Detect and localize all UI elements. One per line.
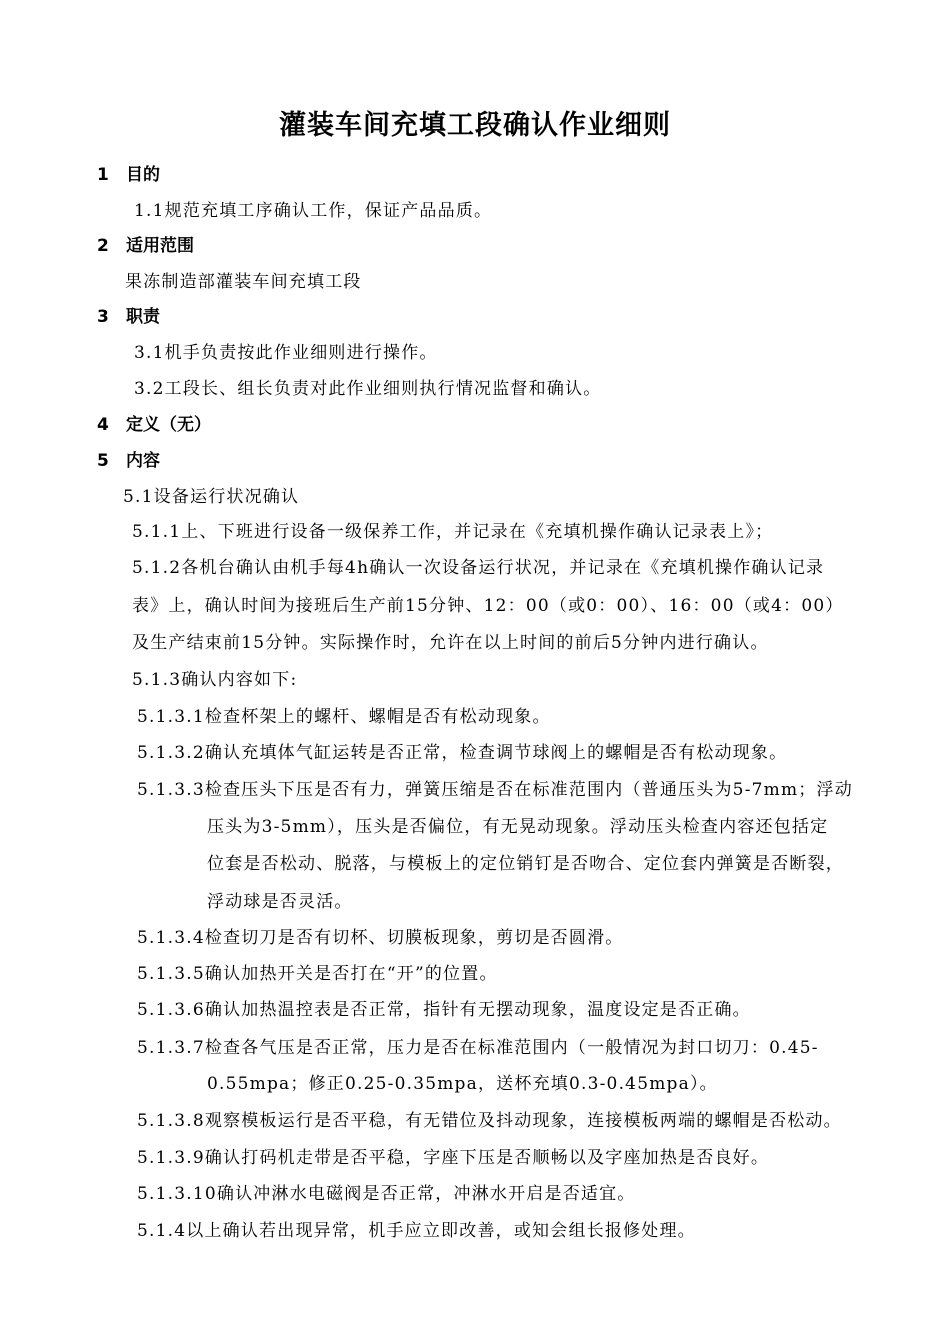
paragraph-5-1-3-4: 5.1.3.4检查切刀是否有切杯、切膜板现象，剪切是否圆滑。 xyxy=(137,928,624,948)
paragraph-3-1: 3.1机手负责按此作业细则进行操作。 xyxy=(134,343,438,363)
section-number: 1 xyxy=(97,165,109,185)
paragraph-5-1-3-3-line1: 5.1.3.3检查压头下压是否有力，弹簧压缩是否在标准范围内（普通压头为5-7mm；浮动 xyxy=(137,780,853,800)
paragraph-5-1-2-line2: 表》上，确认时间为接班后生产前15分钟、12：00（或0：00）、16：00（或4：00） xyxy=(132,596,844,616)
document-title: 灌装车间充填工段确认作业细则 xyxy=(279,110,671,141)
paragraph-5-1-3-7-line1: 5.1.3.7检查各气压是否正常，压力是否在标准范围内（一般情况为封口切刀：0.45- xyxy=(137,1038,819,1058)
section-2-heading xyxy=(97,234,194,258)
paragraph-5-1-3-7-line2: 0.55mpa；修正0.25-0.35mpa，送杯充填0.3-0.45mpa）。 xyxy=(207,1074,718,1094)
paragraph-5-1-4: 5.1.4以上确认若出现异常，机手应立即改善，或知会组长报修处理。 xyxy=(137,1221,696,1241)
paragraph-5-1-1: 5.1.1上、下班进行设备一级保养工作，并记录在《充填机操作确认记录表上》； xyxy=(132,522,774,542)
paragraph-5-1-3-6: 5.1.3.6确认加热温控表是否正常，指针有无摆动现象，温度设定是否正确。 xyxy=(137,1000,751,1020)
section-title: 职责 xyxy=(126,307,160,327)
section-number: 5 xyxy=(97,451,109,471)
paragraph-5-1-3-2: 5.1.3.2确认充填体气缸运转是否正常，检查调节球阀上的螺帽是否有松动现象。 xyxy=(137,743,788,763)
section-3-heading xyxy=(97,305,160,329)
section-4-heading xyxy=(97,413,211,437)
paragraph-2: 果冻制造部灌装车间充填工段 xyxy=(125,272,362,292)
paragraph-5-1: 5.1设备运行状况确认 xyxy=(123,487,300,507)
paragraph-1-1: 1.1规范充填工序确认工作，保证产品品质。 xyxy=(134,201,493,221)
paragraph-5-1-3-10: 5.1.3.10确认冲淋水电磁阀是否正常，冲淋水开启是否适宜。 xyxy=(137,1184,636,1204)
section-title: 适用范围 xyxy=(126,236,194,256)
section-title: 内容 xyxy=(126,451,160,471)
paragraph-5-1-2-line3: 及生产结束前15分钟。实际操作时，允许在以上时间的前后5分钟内进行确认。 xyxy=(132,633,769,653)
paragraph-5-1-3-3-line3: 位套是否松动、脱落，与模板上的定位销钉是否吻合、定位套内弹簧是否断裂， xyxy=(207,854,844,874)
section-number: 2 xyxy=(97,236,109,256)
paragraph-5-1-3-1: 5.1.3.1检查杯架上的螺杆、螺帽是否有松动现象。 xyxy=(137,707,551,727)
section-5-heading xyxy=(97,449,160,473)
paragraph-5-1-2-line1: 5.1.2各机台确认由机手每4h确认一次设备运行状况，并记录在《充填机操作确认记录 xyxy=(132,558,825,578)
section-number: 3 xyxy=(97,307,109,327)
paragraph-3-2: 3.2工段长、组长负责对此作业细则执行情况监督和确认。 xyxy=(134,379,602,399)
paragraph-5-1-3-3-line4: 浮动球是否灵活。 xyxy=(207,892,353,912)
section-title: 定义（无） xyxy=(126,415,211,435)
paragraph-5-1-3: 5.1.3确认内容如下: xyxy=(132,670,298,690)
section-number: 4 xyxy=(97,415,109,435)
section-title: 目的 xyxy=(126,165,160,185)
paragraph-5-1-3-5: 5.1.3.5确认加热开关是否打在“开”的位置。 xyxy=(137,964,498,984)
paragraph-5-1-3-9: 5.1.3.9确认打码机走带是否平稳，字座下压是否顺畅以及字座加热是否良好。 xyxy=(137,1148,770,1168)
paragraph-5-1-3-8: 5.1.3.8观察模板运行是否平稳，有无错位及抖动现象，连接模板两端的螺帽是否松动。 xyxy=(137,1111,842,1131)
section-1-heading xyxy=(97,163,160,187)
paragraph-5-1-3-3-line2: 压头为3-5mm），压头是否偏位，有无晃动现象。浮动压头检查内容还包括定 xyxy=(207,817,829,837)
